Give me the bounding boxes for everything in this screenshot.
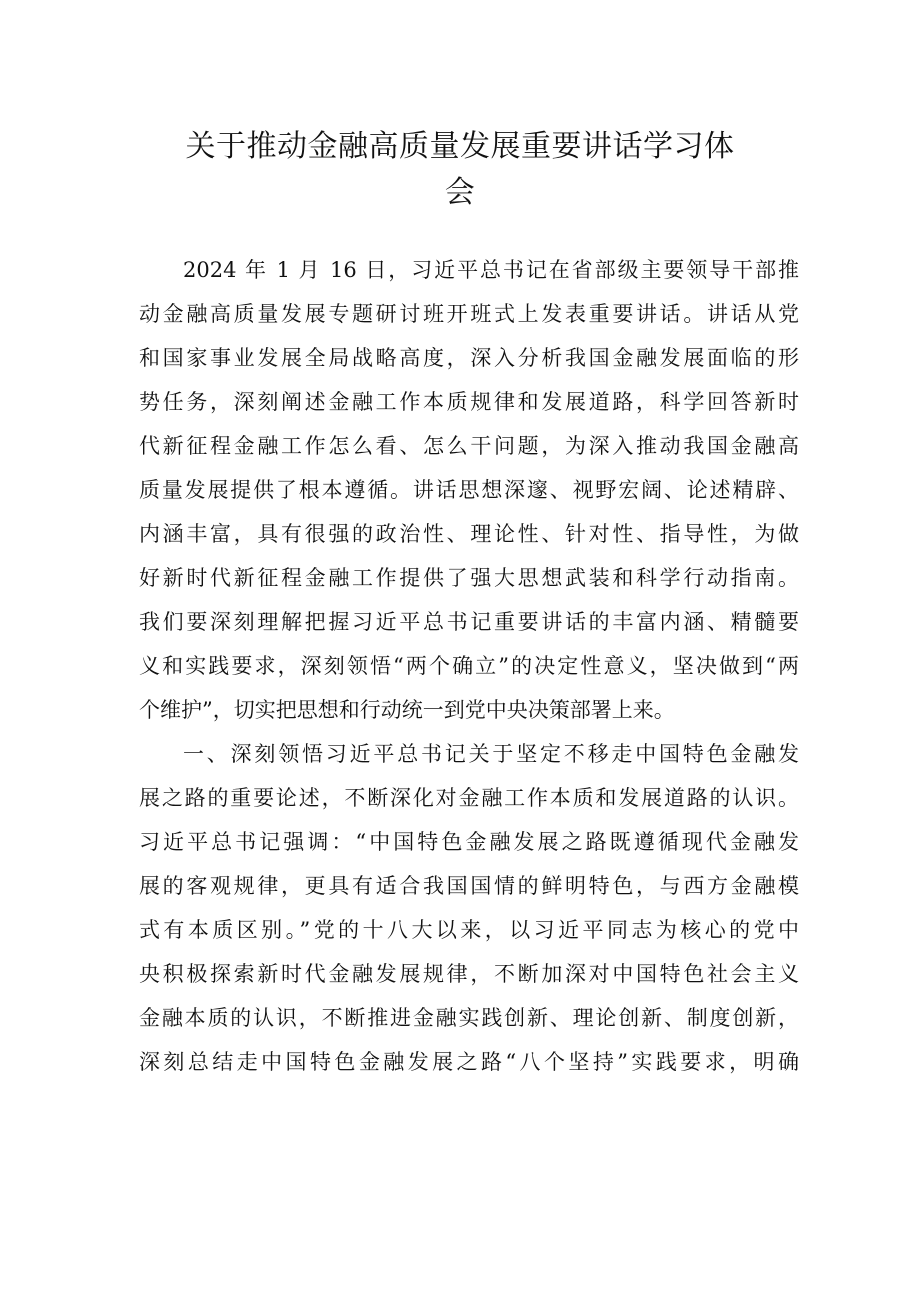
text-line: 代新征程金融工作怎么看、怎么干问题，为深入推动我国金融高 (139, 434, 799, 458)
text-line: 好新时代新征程金融工作提供了强大思想武装和科学行动指南。 (139, 566, 799, 590)
text-line: 势任务，深刻阐述金融工作本质规律和发展道路，科学回答新时 (139, 390, 799, 414)
text-line: 展的客观规律，更具有适合我国国情的鲜明特色，与西方金融模 (139, 874, 799, 898)
text-line: 深刻总结走中国特色金融发展之路“八个坚持”实践要求，明确 (139, 1050, 799, 1074)
text-line: 央积极探索新时代金融发展规律，不断加深对中国特色社会主义 (139, 962, 799, 986)
paragraph-section-one (139, 732, 799, 1084)
text-line: 内涵丰富，具有很强的政治性、理论性、针对性、指导性，为做 (139, 522, 799, 546)
text-line: 个维护”，切实把思想和行动统一到党中央决策部署上来。 (139, 698, 675, 722)
text-line: 习近平总书记强调：“中国特色金融发展之路既遵循现代金融发 (139, 830, 799, 854)
document-body (139, 248, 799, 1084)
text-line: 动金融高质量发展专题研讨班开班式上发表重要讲话。讲话从党 (139, 302, 799, 326)
text-line: 义和实践要求，深刻领悟“两个确立”的决定性意义，坚决做到“两 (139, 654, 799, 678)
text-line: 一、深刻领悟习近平总书记关于坚定不移走中国特色金融发 (183, 742, 799, 766)
document-title (140, 124, 780, 216)
text-line: 式有本质区别。”党的十八大以来，以习近平同志为核心的党中 (139, 918, 799, 942)
text-line: 质量发展提供了根本遵循。讲话思想深邃、视野宏阔、论述精辟、 (139, 478, 799, 502)
paragraph-intro (139, 248, 799, 732)
text-line: 和国家事业发展全局战略高度，深入分析我国金融发展面临的形 (139, 346, 799, 370)
text-line: 我们要深刻理解把握习近平总书记重要讲话的丰富内涵、精髓要 (139, 610, 799, 634)
text-line: 金融本质的认识，不断推进金融实践创新、理论创新、制度创新， (139, 1006, 799, 1030)
text-line: 2024 年 1 月 16 日，习近平总书记在省部级主要领导干部推 (183, 258, 799, 282)
text-line: 展之路的重要论述，不断深化对金融工作本质和发展道路的认识。 (139, 786, 799, 810)
title-line-1: 关于推动金融高质量发展重要讲话学习体 (185, 129, 735, 164)
title-line-2: 会 (444, 175, 476, 210)
